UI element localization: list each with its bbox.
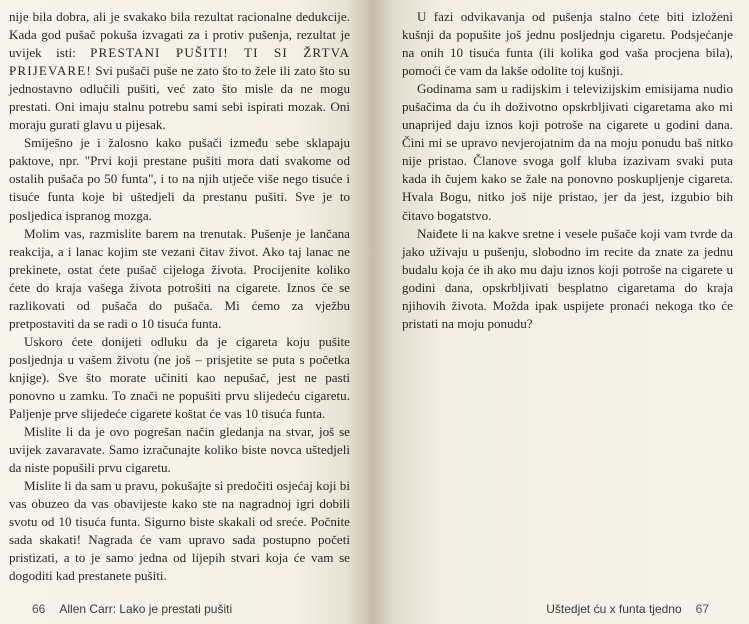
text-run: Godinama sam u radijskim i televizijskim emisijama nudio pušačima da ću ih doživotno opskrbljivati cigaretama ako mi unaprijed daju iznos koji potroše na cigarete u godini dana. Čini mi se upravo nevjerojatnim da na moju ponudu baš nitko nije pristao. Članove svoga golf kluba izazivam svaki puta kada ih čujem kako se žale na ponovno poskupljenje cigareta. Hvala Bogu, nitko još nije pristao, jer da jest, izgubio bih čitavo bogatstvo. [402,81,733,223]
paragraph [9,333,350,423]
page-number: 66 [32,602,46,616]
text-run: nije bila dobra, ali je svakako bila rezultat racionalne dedukcije. Kada god pušač pokuša izvagati za i protiv pušenja, rezultat je uvijek isti: [9,9,350,61]
paragraph [402,225,733,333]
text-run: Mislite li da sam u pravu, pokušajte si predočiti osjećaj koji bi vas obuzeo da vas obavijeste kako ste na nagradnoj igri dobili svotu od 10 tisuća funta. Sigurno biste skakali od sreće. Počnite sada skakati! Nagrada će vam upravo sada postupno početi pristizati, a to je samo jedna od lijepih stvari koja će vam se dogoditi kad prestanete pušiti. [9,478,350,584]
text-run: U fazi odvikavanja od pušenja stalno ćete biti izloženi kušnji da popušite još jednu posljednju cigaretu. Podsjećanje na onih 10 tisuća funta (ili kolika god vaša procjena bila), pomoći će vam da lakše odolite toj kušnji. [402,9,733,79]
right-page-footer [546,602,709,616]
paragraph [9,8,350,134]
text-run: Smiješno je i žalosno kako pušači između sebe sklapaju paktove, npr. "Prvi koji prestane pušiti mora dati svakome od ostalih pušača po 50 funta", i to na njih utječe više nego tisuće i tisuće funta koje bi uštedjeli da prestanu pušiti. Sve je to posljedica ispranog mozga. [9,135,350,223]
running-title: Allen Carr: Lako je prestati pušiti [59,602,233,616]
paragraph [9,477,350,585]
emphasized-text: PRESTANI PUŠITI! TI SI ŽRTVA PRIJEVARE! [9,45,350,79]
paragraph [9,225,350,333]
left-page [0,0,372,624]
left-page-text [9,8,350,586]
paragraph [402,8,733,80]
text-run: Mislite li da je ovo pogrešan način gledanja na stvar, još se uvijek zavaravate. Samo izračunajte koliko biste novca uštedjeli da niste popušili prvu cigaretu. [9,424,350,476]
right-page-text [402,8,733,333]
right-page [372,0,749,624]
text-run: Uskoro ćete donijeti odluku da je cigareta koju pušite posljednja u vašem životu (ne još – prisjetite se puta s početka knjige). Sve što morate učiniti kao nepušač, jest ne pasti ponovno u zamku. To znači ne popušiti prvu slijedeću cigaretu. Paljenje prve slijedeće cigarete koštat će vas 10 tisuća funta. [9,333,350,422]
text-run: Svi pušači puše ne zato što to žele ili zato što su jednostavno odlučili pušiti, već zato što misle da ne mogu prestati. Oni imaju stalnu potrebu sami sebi ispirati mozak. Oni moraju gurati glavu u pijesak. [9,63,350,133]
left-page-footer [32,602,232,616]
paragraph [9,134,350,224]
text-run: Molim vas, razmislite barem na trenutak. Pušenje je lančana reakcija, a i lanac kojim ste vezani čitav život. Ako taj lanac ne prekinete, ostat ćete pušač cijeloga života. Procijenite koliko ćete do kraja vašega života potrošiti na cigarete. Iznos će se razlikovati od pušača do pušača. Mi ćemo za vježbu pretpostaviti da se radi o 10 tisuća funta. [9,225,350,331]
page-number: 67 [695,602,709,616]
running-title: Uštedjet ću x funta tjedno [546,602,682,616]
paragraph [9,423,350,477]
paragraph [402,80,733,224]
text-run: Naiđete li na kakve sretne i vesele pušače koji vam tvrde da jako uživaju u pušenju, slobodno im recite da znate za jednu budalu koja će ih ako mu daju iznos koji potroše na cigarete u godini dana, opskrbljivati besplatno cigaretama do kraja njihovih života. Možda ipak uspijete pronaći nekoga tko će pristati na moju ponudu? [402,225,733,331]
